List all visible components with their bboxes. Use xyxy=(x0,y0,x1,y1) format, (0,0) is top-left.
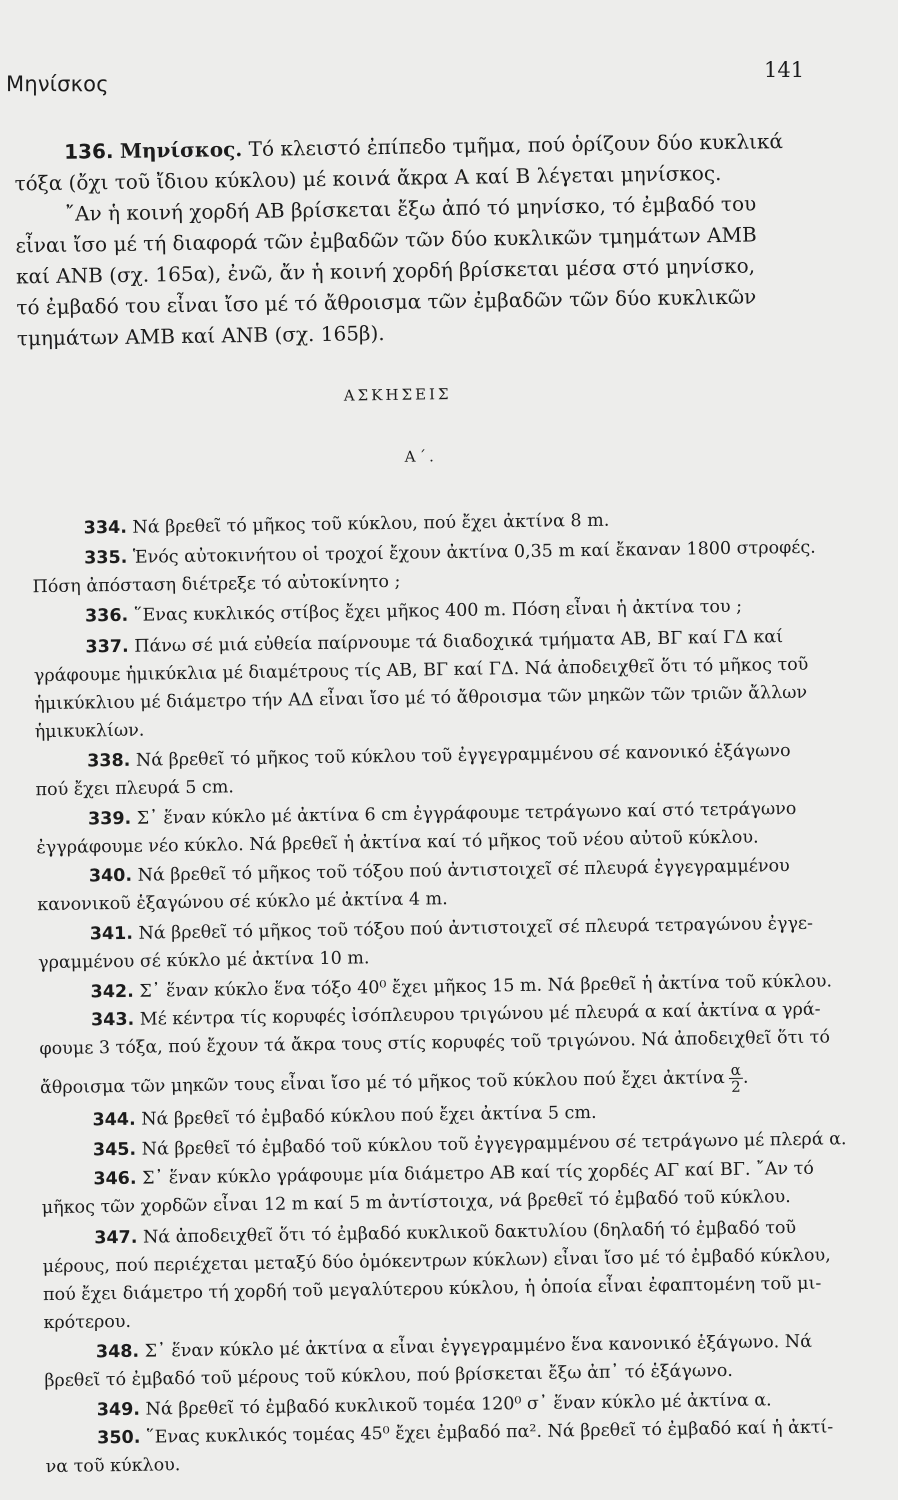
exercises-heading: ΑΣΚΗΣΕΙΣ xyxy=(343,385,452,405)
exercise-number: 347. xyxy=(94,1227,138,1249)
exercise-text: Νά βρεθεῖ τό μῆκος τοῦ τόξου πού ἀντιστοιχεῖ σέ πλευρά τετραγώνου ἐγγε- xyxy=(138,913,814,944)
exercise-348 xyxy=(96,1331,812,1364)
exercise-number: 338. xyxy=(87,750,131,772)
exercise-line: μέρους, πού περιέχεται μεταξύ δύο ὁμόκεντρων κύκλων) εἶναι ἴσο μέ τό ἐμβαδό κύκλου, xyxy=(42,1245,831,1278)
exercise-345 xyxy=(93,1128,847,1161)
theory-line: τόξα (ὄχι τοῦ ἴδιου κύκλου) μέ κοινά ἄκρα Α καί Β λέγεται μηνίσκος. xyxy=(14,160,722,196)
exercise-text: Νά βρεθεῖ τό ἐμβαδό τοῦ κύκλου τοῦ ἐγγεγραμμένου σέ τετράγωνο μέ πλερά α. xyxy=(141,1129,847,1160)
exercise-347 xyxy=(94,1217,796,1249)
exercise-text: Νά βρεθεῖ τό ἐμβαδό κύκλου πού ἔχει ἀκτίνα 5 cm. xyxy=(141,1102,597,1130)
exercise-line: να τοῦ κύκλου. xyxy=(45,1455,181,1478)
exercise-text: Πάνω σέ μιά εὐθεία παίρνουμε τά διαδοχικά τμήματα ΑΒ, ΒΓ καί ΓΔ καί xyxy=(134,627,784,657)
exercise-line xyxy=(40,1062,749,1106)
theory-number: 136. xyxy=(63,138,114,164)
exercise-number: 340. xyxy=(88,865,133,887)
exercise-text: ἄθροισμα τῶν μηκῶν τους εἶναι ἴσο μέ τό μῆκος τοῦ κύκλου πού ἔχει ἀκτίνα xyxy=(39,1068,725,1099)
exercise-350 xyxy=(97,1416,833,1449)
exercise-number: 350. xyxy=(97,1427,141,1449)
exercise-340 xyxy=(89,855,790,887)
exercise-number: 335. xyxy=(84,547,128,569)
exercise-number: 344. xyxy=(92,1109,136,1131)
exercise-343 xyxy=(91,999,821,1032)
exercise-line: γράφουμε ἡμικύκλια μέ διαμέτρους τίς ΑΒ, ΒΓ καί ΓΔ. Νά ἀποδειχθεῖ ὅτι τό μῆκος τοῦ xyxy=(33,654,809,687)
theory-line: τό ἐμβαδό του εἶναι ἴσο μέ τό ἄθροισμα τῶν ἐμβαδῶν τῶν δύο κυκλικῶν xyxy=(16,284,757,320)
exercise-line: κρότερου. xyxy=(43,1311,132,1334)
exercise-text: . xyxy=(742,1067,749,1088)
exercise-number: 339. xyxy=(87,808,132,830)
exercise-number: 341. xyxy=(89,923,134,945)
exercise-line: ἐγγράφουμε νέο κύκλο. Νά βρεθεῖ ἡ ἀκτίνα καί τό μῆκος τοῦ νέου αὐτοῦ κύκλου. xyxy=(36,827,759,859)
theory-line: εἶναι ἴσο μέ τή διαφορά τῶν ἐμβαδῶν τῶν δύο κυκλικῶν τμημάτων ΑΜΒ xyxy=(15,222,757,258)
exercise-336 xyxy=(85,596,742,628)
fraction-numerator: α xyxy=(730,1060,741,1079)
exercise-349 xyxy=(97,1389,772,1421)
section-title: Μηνίσκος xyxy=(6,72,109,96)
exercise-346 xyxy=(93,1158,814,1191)
exercise-339 xyxy=(88,798,797,831)
exercise-text: Μέ κέντρα τίς κορυφές ἰσόπλευρου τριγώνου μέ πλευρά α καί ἀκτίνα α γρά- xyxy=(139,999,821,1030)
group-heading: Α΄. xyxy=(404,447,437,466)
exercise-text: Ἑνός αὐτοκινήτου οἱ τροχοί ἔχουν ἀκτίνα 0,35 m καί ἔκαναν 1800 στροφές. xyxy=(132,537,816,568)
exercise-text: Νά ἀποδειχθεῖ ὅτι τό ἐμβαδό κυκλικοῦ δακτυλίου (δηλαδή τό ἐμβαδό τοῦ xyxy=(142,1217,797,1248)
fraction-denominator: 2 xyxy=(731,1077,741,1096)
exercise-number: 334. xyxy=(83,517,128,539)
exercise-text: Νά βρεθεῖ τό μῆκος τοῦ τόξου πού ἀντιστοιχεῖ σέ πλευρά ἐγγεγραμμένου xyxy=(137,856,790,886)
exercise-number: 348. xyxy=(95,1341,140,1363)
exercise-334 xyxy=(84,510,610,540)
exercise-342 xyxy=(90,970,832,1003)
exercise-338 xyxy=(87,740,791,772)
theory-line: ῎Αν ἡ κοινή χορδή ΑΒ βρίσκεται ἔξω ἀπό τό μηνίσκο, τό ἐμβαδό του xyxy=(64,191,757,226)
exercise-337 xyxy=(85,626,783,658)
exercise-line: ἡμικυκλίων. xyxy=(34,720,145,743)
exercise-number: 345. xyxy=(92,1139,137,1161)
exercise-line: Πόση ἀπόσταση διέτρεξε τό αὐτοκίνητο ; xyxy=(32,571,401,598)
exercise-line: ἡμικύκλιου μέ διάμετρο τήν ΑΔ εἶναι ἴσο μέ τό ἄθροισμα τῶν μηκῶν τῶν τριῶν ἄλλων xyxy=(34,682,808,715)
exercise-line: κανονικοῦ ἑξαγώνου σέ κύκλο μέ ἀκτίνα 4 m. xyxy=(37,889,448,916)
exercise-number: 342. xyxy=(90,981,134,1003)
exercise-number: 349. xyxy=(96,1399,141,1421)
exercise-text: Σ᾽ ἕναν κύκλο μέ ἀκτίνα α εἶναι ἐγγεγραμμένο ἕνα κανονικό ἑξάγωνο. Νά xyxy=(144,1331,813,1362)
exercise-number: 343. xyxy=(90,1009,135,1031)
exercise-text: ῞Ενας κυκλικός τομέας 45⁰ ἔχει ἐμβαδό πα². Νά βρεθεῖ τό ἐμβαδό καί ἡ ἀκτί- xyxy=(145,1417,834,1448)
exercise-344 xyxy=(92,1102,596,1131)
exercise-number: 336. xyxy=(84,605,129,627)
theory-line: καί ΑΝΒ (σχ. 165α), ἐνῶ, ἄν ἡ κοινή χορδή βρίσκεται μέσα στό μηνίσκο, xyxy=(15,253,756,289)
exercise-text: ῞Ενας κυκλικός στίβος ἔχει μῆκος 400 m. Πόση εἶναι ἡ ἀκτίνα του ; xyxy=(133,596,743,626)
exercise-line: γραμμένου σέ κύκλο μέ ἀκτίνα 10 m. xyxy=(38,948,370,974)
exercise-line: φουμε 3 τόξα, πού ἔχουν τά ἄκρα τους στίς κορυφές τοῦ τριγώνου. Νά ἀποδειχθεῖ ὅτι τό xyxy=(39,1027,831,1060)
exercise-line: μῆκος τῶν χορδῶν εἶναι 12 m καί 5 m ἀντίστοιχα, νά βρεθεῖ τό ἐμβαδό τοῦ κύκλου. xyxy=(41,1187,791,1219)
exercise-335 xyxy=(84,537,816,570)
exercise-line: πού ἔχει πλευρά 5 cm. xyxy=(35,777,235,801)
exercise-text: Νά βρεθεῖ τό ἐμβαδό κυκλικοῦ τομέα 120⁰ σ᾽ ἕναν κύκλο μέ ἀκτίνα α. xyxy=(145,1390,772,1420)
exercise-number: 337. xyxy=(85,636,129,658)
theory-line: τμημάτων ΑΜΒ καί ΑΝΒ (σχ. 165β). xyxy=(16,320,385,351)
exercise-line: βρεθεῖ τό ἐμβαδό τοῦ μέρους τοῦ κύκλου, πού βρίσκεται ἔξω ἀπ᾽ τό ἑξάγωνο. xyxy=(44,1360,734,1392)
exercise-line: πού ἔχει διάμετρο τή χορδή τοῦ μεγαλύτερου κύκλου, ἡ ὁποία εἶναι ἐφαπτομένη τοῦ μι- xyxy=(42,1273,822,1306)
exercise-text: Σ᾽ ἕναν κύκλο μέ ἀκτίνα 6 cm ἐγγράφουμε τετράγωνο καί στό τετράγωνο xyxy=(136,798,797,829)
exercise-text: Σ᾽ ἕναν κύκλο ἕνα τόξο 40⁰ ἔχει μῆκος 15 m. Νά βρεθεῖ ἡ ἀκτίνα τοῦ κύκλου. xyxy=(139,971,833,1002)
fraction-a-over-2 xyxy=(729,1062,744,1095)
exercise-text: Σ᾽ ἕναν κύκλο γράφουμε μία διάμετρο ΑΒ καί τίς χορδές ΑΓ καί ΒΓ. ῎Αν τό xyxy=(141,1158,814,1189)
exercise-text: Νά βρεθεῖ τό μῆκος τοῦ κύκλου τοῦ ἐγγεγραμμένου σέ κανονικό ἑξάγωνο xyxy=(135,741,791,771)
exercise-341 xyxy=(90,913,814,946)
page-number: 141 xyxy=(764,58,805,82)
exercise-text: Νά βρεθεῖ τό μῆκος τοῦ κύκλου, πού ἔχει ἀκτίνα 8 m. xyxy=(132,510,610,538)
theory-text: Τό κλειστό ἐπίπεδο τμῆμα, πού ὁρίζουν δύο κυκλικά xyxy=(248,129,784,161)
theory-line-1 xyxy=(64,130,783,163)
theory-title: Μηνίσκος. xyxy=(119,137,243,163)
exercise-number: 346. xyxy=(93,1168,137,1190)
